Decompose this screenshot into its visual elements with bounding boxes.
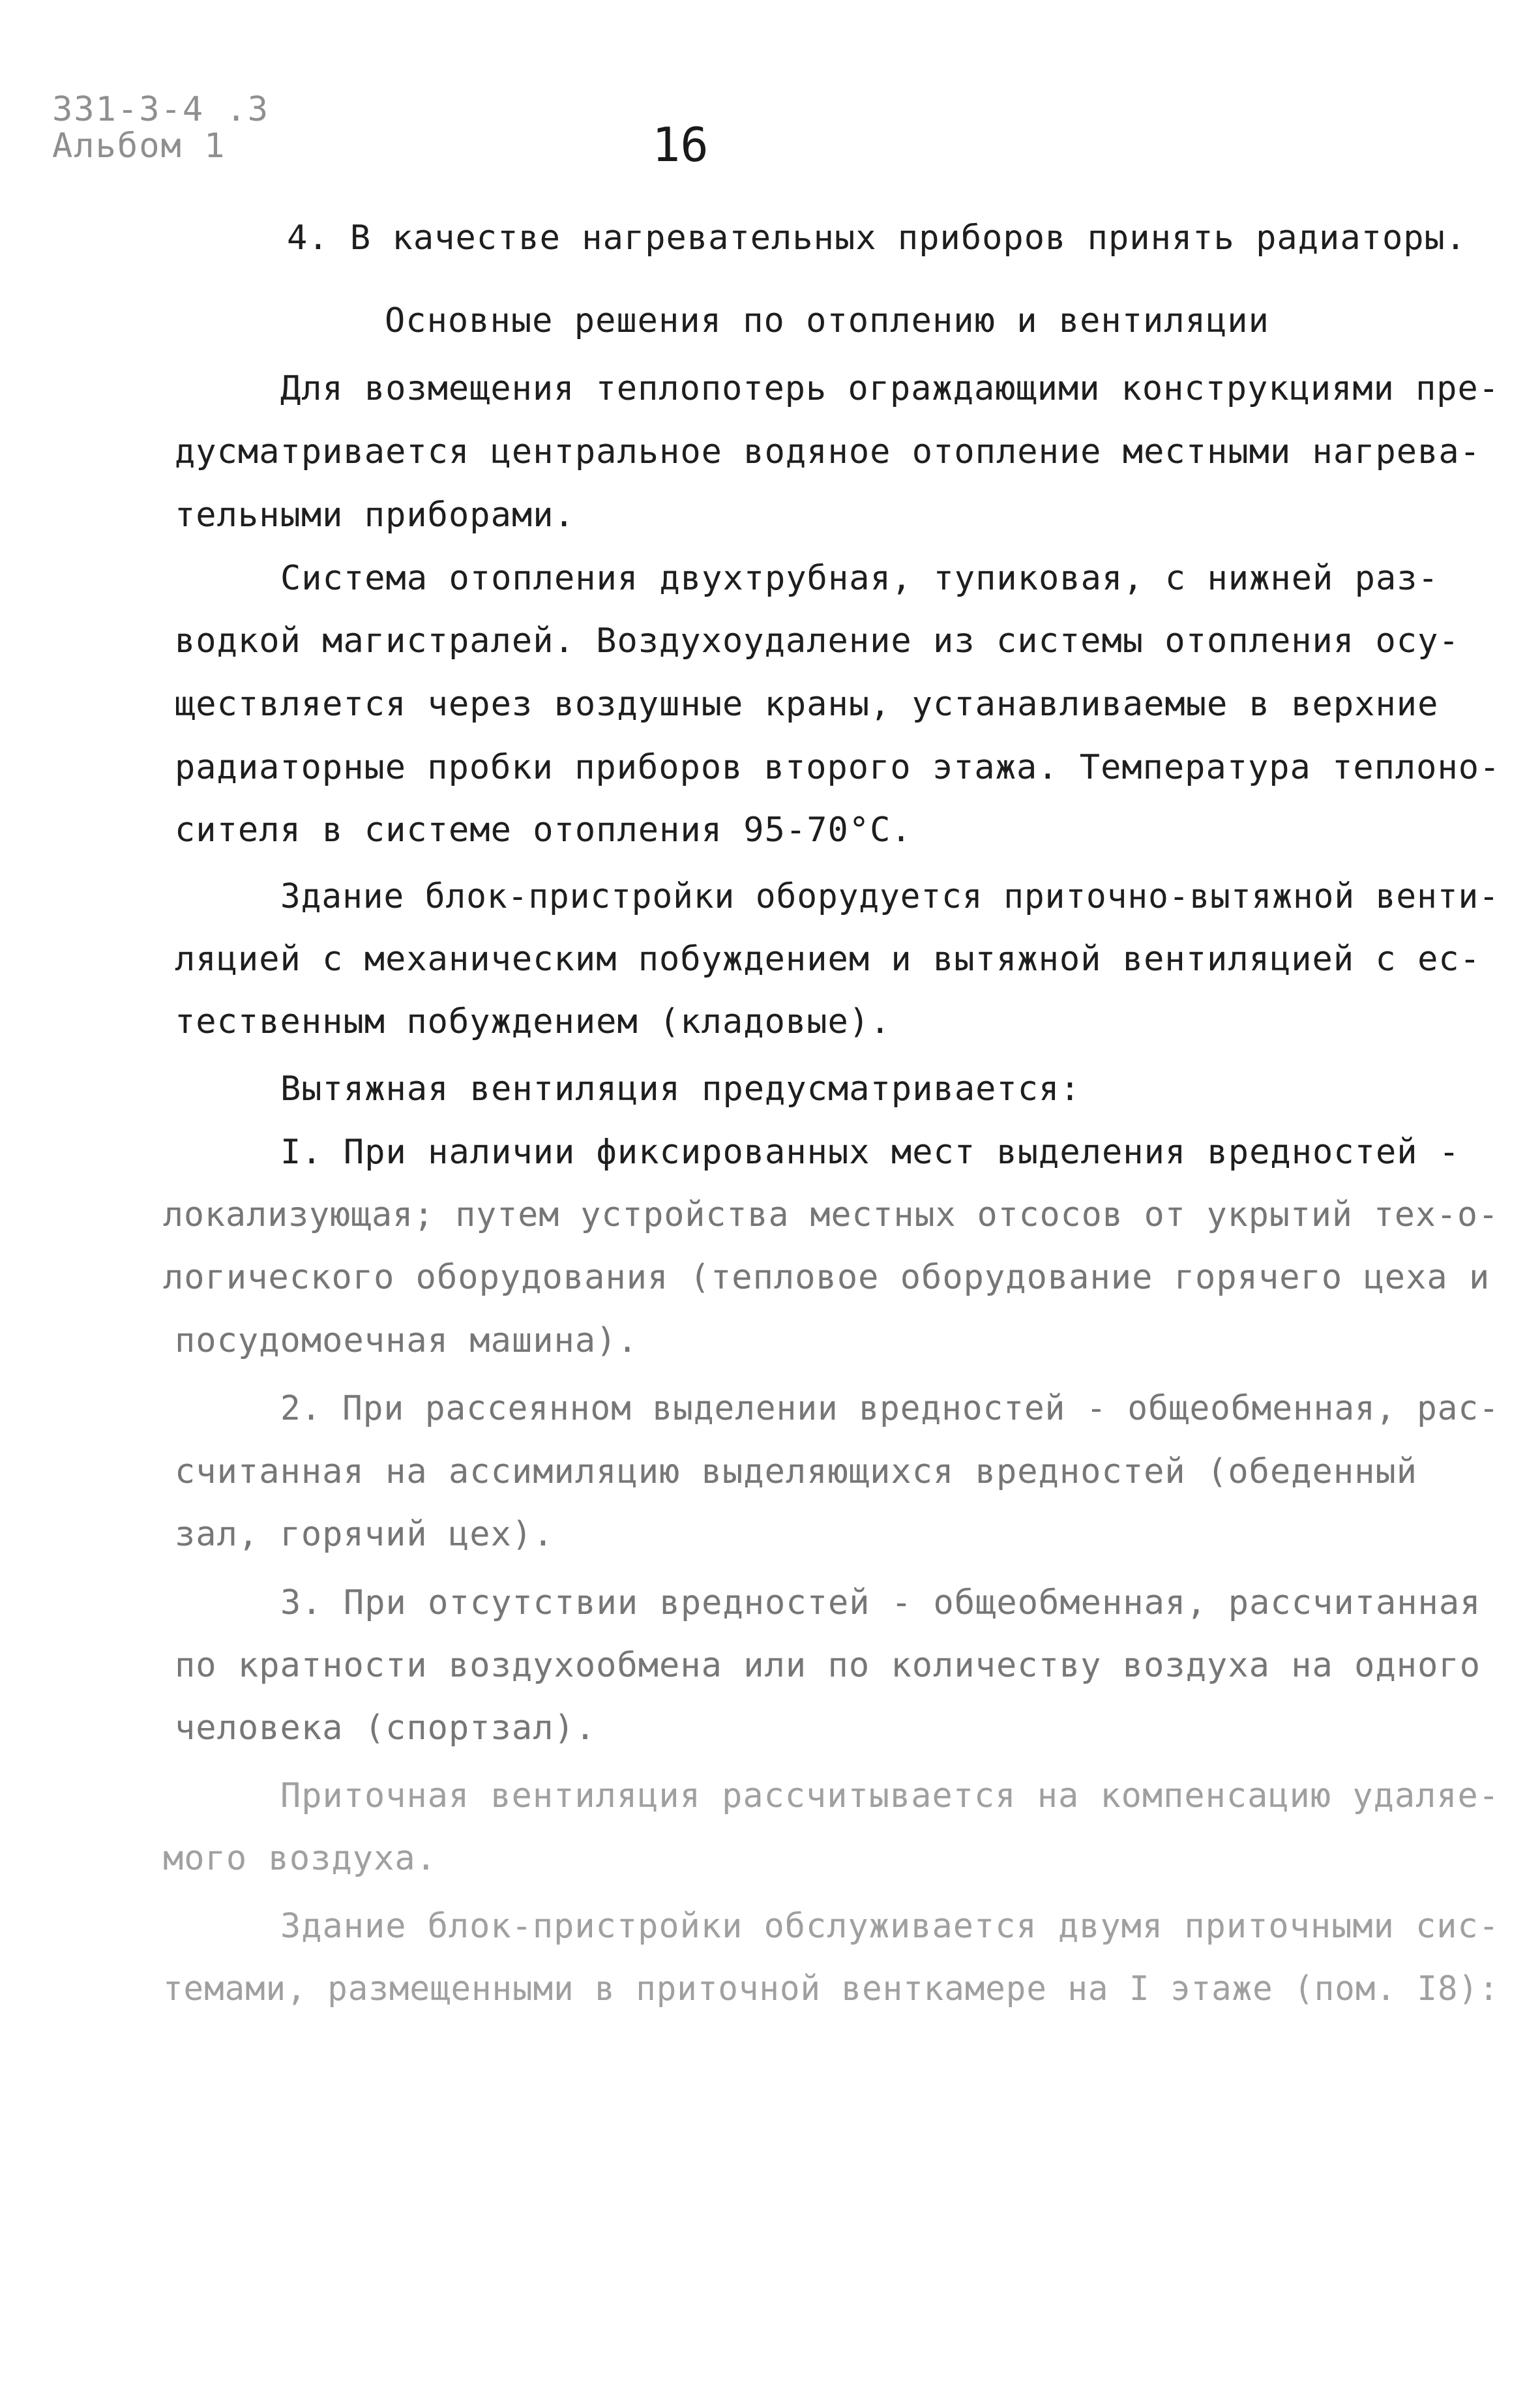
text-line: Система отопления двухтрубная, тупиковая, с нижней раз- [280,559,1439,598]
text-line: водкой магистралей. Воздухоудаление из системы отопления осу- [175,621,1460,661]
text-line: Здание блок-пристройки оборудуется приточно-вытяжной венти- [280,877,1500,916]
text-line: человека (спортзал). [175,1709,597,1748]
text-line: локализующая; путем устройства местных отсосов от укрытий тех-о- [163,1195,1500,1234]
text-line: считанная на ассимиляцию выделяющихся вредностей (обеденный [175,1452,1418,1491]
text-line: тественным побуждением (кладовые). [175,1002,891,1041]
page-number: 16 [652,117,709,172]
text-line: по кратности воздухообмена или по количеству воздуха на одного [175,1646,1481,1685]
text-line: зал, горячий цех). [175,1515,554,1554]
text-line: радиаторные пробки приборов второго этажа. Температура теплоно- [175,748,1501,787]
text-line: 3. При отсутствии вредностей - общеобменная, рассчитанная [280,1583,1481,1622]
text-line: Здание блок-пристройки обслуживается двумя приточными сис- [280,1907,1500,1946]
text-line: мого воздуха. [163,1839,437,1878]
text-line: Приточная вентиляция рассчитывается на компенсацию удаляе- [280,1776,1500,1815]
text-line: тельными приборами. [175,496,575,535]
text-line: сителя в системе отопления 95-70°С. [175,811,912,850]
text-line: ществляется через воздушные краны, устанавливаемые в верхние [175,685,1439,724]
text-line: 2. При рассеянном выделении вредностей - общеобменная, рас- [280,1389,1500,1428]
text-line: Вытяжная вентиляция предусматривается: [280,1069,1081,1109]
section-heading: Основные решения по отоплению и вентиляции [385,301,1269,340]
text-line: I. При наличии фиксированных мест выделения вредностей - [280,1133,1460,1172]
text-line: логического оборудования (тепловое оборудование горячего цеха и [163,1258,1490,1297]
text-line: посудомоечная машина). [175,1321,638,1360]
text-line: темами, размещенными в приточной венткамере на I этаже (пом. I8): [163,1969,1500,2008]
archive-stamp: ЗЗ1-З-4 .З Альбом 1 [52,90,270,166]
text-line: дусматривается центральное водяное отопление местными нагрева- [175,432,1481,471]
text-line: Для возмещения теплопотерь ограждающими конструкциями пре- [280,369,1500,408]
text-line: ляцией с механическим побуждением и вытяжной вентиляцией с ес- [175,940,1481,979]
text-line: 4. В качестве нагревательных приборов принять радиаторы. [287,218,1467,258]
